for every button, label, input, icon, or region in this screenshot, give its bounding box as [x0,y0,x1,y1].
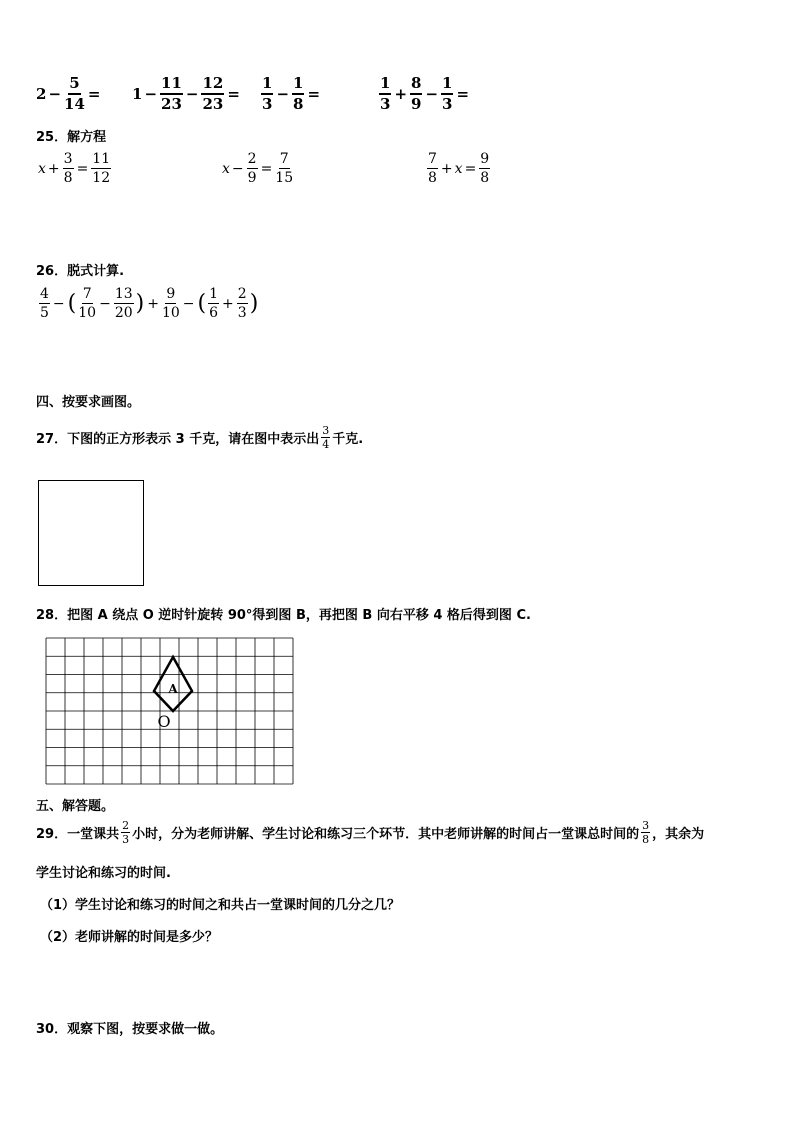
calc3-numerator-1: 1 [261,76,273,95]
q26-left-paren-2: ( [197,290,207,316]
calc-expression-1 [36,76,102,112]
calc2-fraction-1 [160,76,183,112]
q26-denominator-5: 6 [209,305,219,321]
calc3-denominator-1: 3 [262,95,273,113]
question-29-line-2: 学生讨论和练习的时间. [36,866,171,881]
calc2-numerator-1: 11 [160,76,183,95]
q26-numerator-4: 9 [166,286,176,302]
eq2-numerator-2: 7 [279,151,289,167]
calc3-denominator-2: 8 [293,95,304,113]
calc3-fraction-2 [292,76,304,112]
eq3-equals: = [464,160,477,177]
question-29-line-1 [36,820,704,845]
calc4-numerator-1: 1 [379,76,391,95]
eq2-numerator-1: 2 [247,151,257,167]
calc4-denominator-3: 3 [442,95,453,113]
q27-denominator: 4 [322,438,330,451]
eq2-operator: − [231,160,244,177]
q29-denominator-2: 8 [642,833,650,846]
q27-fraction [321,425,330,450]
question-28-text: 28．把图 A 绕点 O 逆时针旋转 90°得到图 B，再把图 B 向右平移 4 格后得到图 C. [36,608,531,623]
calc1-operator: − [48,85,62,103]
eq3-fraction-2 [479,152,490,185]
q29-fraction-1 [121,820,130,845]
question-30-title: 30．观察下图，按要求做一做。 [36,1022,224,1037]
q26-fraction-3 [114,287,134,320]
calc4-fraction-1 [379,76,391,112]
eq2-variable: x [222,160,230,177]
eq1-fraction-1 [63,152,74,185]
q26-operator-1: − [52,295,65,312]
q26-left-paren-1: ( [67,290,77,316]
calc1-equals: = [87,85,101,103]
q26-denominator-1: 5 [40,305,49,321]
eq1-numerator-2: 11 [92,151,111,167]
equation-2 [222,152,294,185]
equation-3 [426,152,491,185]
calc3-numerator-2: 1 [292,76,304,95]
calc2-operator-2: − [185,85,199,103]
calc1-denominator: 14 [64,95,85,113]
q26-right-paren-2: ) [249,290,259,316]
calc3-equals: = [307,85,321,103]
grid-figure [45,637,301,785]
q29-fraction-2 [641,820,650,845]
eq3-numerator-2: 9 [480,151,490,167]
q26-numerator-6: 2 [237,286,247,302]
q26-numerator-1: 4 [40,286,49,302]
calc4-operator-1: + [394,85,408,103]
eq3-denominator-2: 8 [480,170,490,186]
calc2-fraction-2 [201,76,224,112]
equation-1 [38,152,112,185]
calc4-denominator-1: 3 [380,95,391,113]
calc4-denominator-2: 9 [411,95,422,113]
q26-operator-2: − [99,295,111,312]
eq3-operator: + [440,160,453,177]
calc4-equals: = [456,85,470,103]
calc2-denominator-2: 23 [202,95,224,113]
q26-numerator-3: 13 [114,286,133,302]
q27-prefix: 27．下图的正方形表示 3 千克，请在图中表示出 [36,432,320,447]
calc2-numerator-2: 12 [201,76,224,95]
calc1-fraction [64,76,85,112]
q26-numerator-2: 7 [82,286,92,302]
eq3-denominator-1: 8 [428,170,437,186]
q26-numerator-5: 1 [209,286,219,302]
eq2-equals: = [260,160,273,177]
q26-denominator-6: 3 [237,305,247,321]
calc1-numerator: 5 [68,76,80,95]
eq1-variable: x [38,160,46,177]
eq2-fraction-2 [275,152,293,185]
calc-expression-2 [132,76,242,112]
question-25-title: 25．解方程 [36,130,107,145]
q27-suffix: 千克. [332,432,364,447]
eq1-equals: = [76,160,89,177]
calc-expression-3 [260,76,322,112]
calc4-numerator-3: 1 [441,76,453,95]
q29-part-3: ，其余为 [652,827,705,842]
eq3-variable: x [454,160,463,177]
eq1-denominator-2: 12 [92,170,111,186]
calc4-fraction-3 [441,76,453,112]
grid-lines [46,638,293,784]
calc2-equals: = [227,85,240,103]
calc2-denominator-1: 23 [161,95,182,113]
q26-fraction-1 [39,287,50,320]
question-29-sub-1: （1）学生讨论和练习的时间之和共占一堂课时间的几分之几？ [40,898,401,913]
calc-expression-4 [378,76,471,112]
calc4-fraction-2 [410,76,422,112]
section-5-title: 五、解答题。 [36,799,115,814]
calc2-whole: 1 [132,85,143,103]
q26-fraction-5 [208,287,219,320]
square-figure [38,480,144,586]
eq3-numerator-1: 7 [428,151,437,167]
step-calc-expression [38,287,259,320]
eq1-fraction-2 [91,152,111,185]
q26-fraction-2 [78,287,96,320]
q29-part-2: 小时，分为老师讲解、学生讨论和练习三个环节．其中老师讲解的时间占一堂课总时间的 [132,827,640,842]
calc3-fraction-1 [261,76,273,112]
q26-denominator-3: 20 [114,305,133,321]
q29-numerator-2: 3 [642,819,650,832]
eq1-numerator-1: 3 [63,151,73,167]
eq2-denominator-1: 9 [247,170,257,186]
q26-operator-5: + [222,295,234,312]
q26-denominator-2: 10 [78,305,97,321]
eq1-operator: + [47,160,60,177]
section-4-title: 四、按要求画图。 [36,395,141,410]
eq2-fraction-1 [247,152,258,185]
q27-numerator: 3 [322,424,330,437]
shape-a-label: A [168,682,178,696]
question-29-sub-2: （2）老师讲解的时间是多少？ [40,930,219,945]
q26-operator-4: − [182,295,195,312]
eq3-fraction-1 [427,152,438,185]
q26-denominator-4: 10 [161,305,180,321]
question-27-text [36,425,363,450]
q29-part-1: 29．一堂课共 [36,827,120,842]
calc4-numerator-2: 8 [410,76,422,95]
eq2-denominator-2: 15 [275,170,294,186]
q29-numerator-1: 2 [122,819,130,832]
q29-denominator-1: 3 [122,833,130,846]
q26-fraction-4 [162,287,180,320]
calc2-operator-1: − [144,85,158,103]
q26-operator-3: + [147,295,159,312]
eq1-denominator-1: 8 [63,170,73,186]
q26-fraction-6 [237,287,248,320]
q26-right-paren-1: ) [135,290,145,316]
point-o-label: O [157,712,171,731]
calc4-operator-2: − [425,85,439,103]
question-26-title: 26．脱式计算. [36,264,125,279]
calc1-whole: 2 [36,85,47,103]
calc3-operator: − [276,85,290,103]
